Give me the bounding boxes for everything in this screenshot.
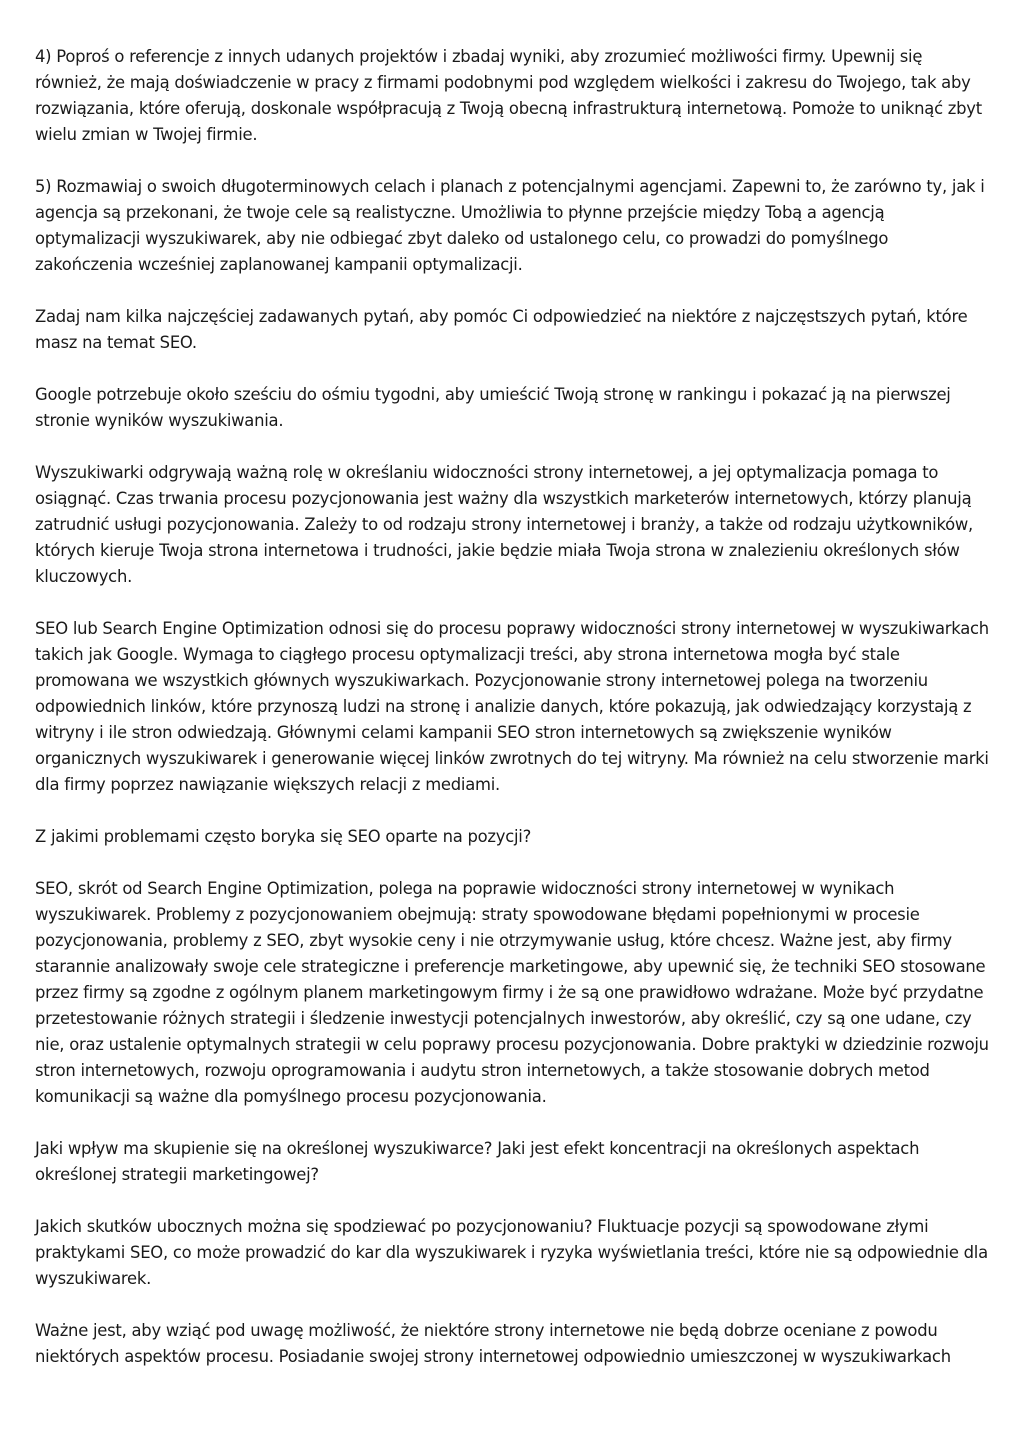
paragraph-pytania-intro: Zadaj nam kilka najczęściej zadawanych pytań, aby pomóc Ci odpowiedzieć na niektóre z najczęstszych pytań, które masz na temat SEO. [35,307,968,352]
paragraph-question-wplyw: Jaki wpływ ma skupienie się na określonej wyszukiwarce? Jaki jest efekt koncentracji na określonych aspektach określonej strategii marketingowej? [35,1139,920,1184]
paragraph-wyszukiwarki-rola: Wyszukiwarki odgrywają ważną rolę w określaniu widoczności strony internetowej, a jej optymalizacja pomaga to osiągnąć. Czas trwania procesu pozycjonowania jest ważny dla wszystkich marketerów internetowych, którzy planują zatrudnić usługi pozycjonowania. Zależy to od rodzaju strony internetowej i branży, a także od rodzaju użytkowników, których kieruje Twoja strona internetowa i trudności, jakie będzie miała Twoja strona w znalezieniu określonych słów kluczowych. [35,463,973,586]
paragraph-skutki-uboczne: Jakich skutków ubocznych można się spodziewać po pozycjonowaniu? Fluktuacje pozycji są spowodowane złymi praktykami SEO, co może prowadzić do kar dla wyszukiwarek i ryzyka wyświetlania treści, które nie są odpowiednie dla wyszukiwarek. [35,1217,988,1288]
paragraph-referencje: 4) Poproś o referencje z innych udanych projektów i zbadaj wyniki, aby zrozumieć możliwości firmy. Upewnij się również, że mają doświadczenie w pracy z firmami podobnymi pod względem wielkości i zakresu do Twojego, tak aby rozwiązania, które oferują, doskonale współpracują z Twoją obecną infrastrukturą internetową. Pomoże to uniknąć zbyt wielu zmian w Twojej firmie. [35,47,982,144]
paragraph-wazne-jest: Ważne jest, aby wziąć pod uwagę możliwość, że niektóre strony internetowe nie będą dobrze oceniane z powodu niektórych aspektów procesu. Posiadanie swojej strony internetowej odpowiednio umieszczonej w wyszukiwarkach [35,1321,951,1366]
paragraph-question-problemy: Z jakimi problemami często boryka się SEO oparte na pozycji? [35,827,532,846]
paragraph-seo-definicja: SEO lub Search Engine Optimization odnosi się do procesu poprawy widoczności strony internetowej w wyszukiwarkach takich jak Google. Wymaga to ciągłego procesu optymalizacji treści, aby strona internetowa mogła być stale promowana we wszystkich głównych wyszukiwarkach. Pozycjonowanie strony internetowej polega na tworzeniu odpowiednich linków, które przynoszą ludzi na stronę i analizie danych, które pokazują, jak odwiedzający korzystają z witryny i ile stron odwiedzają. Głównymi celami kampanii SEO stron internetowych są zwiększenie wyników organicznych wyszukiwarek i generowanie więcej linków zwrotnych do tej witryny. Ma również na celu stworzenie marki dla firmy poprzez nawiązanie większych relacji z mediami. [35,619,989,794]
paragraph-seo-problemy: SEO, skrót od Search Engine Optimization, polega na poprawie widoczności strony internetowej w wynikach wyszukiwarek. Problemy z pozycjonowaniem obejmują: straty spowodowane błędami popełnionymi w procesie pozycjonowania, problemy z SEO, zbyt wysokie ceny i nie otrzymywanie usług, które chcesz. Ważne jest, aby firmy starannie analizowały swoje cele strategiczne i preferencje marketingowe, aby upewnić się, że techniki SEO stosowane przez firmy są zgodne z ogólnym planem marketingowym firmy i że są one prawidłowo wdrażane. Może być przydatne przetestowanie różnych strategii i śledzenie inwestycji potencjalnych inwestorów, aby określić, czy są one udane, czy nie, oraz ustalenie optymalnych strategii w celu poprawy procesu pozycjonowania. Dobre praktyki w dziedzinie rozwoju stron internetowych, rozwoju oprogramowania i audytu stron internetowych, a także stosowanie dobrych metod komunikacji są ważne dla pomyślnego procesu pozycjonowania. [35,879,989,1106]
paragraph-cele-dlugoterminowe: 5) Rozmawiaj o swoich długoterminowych celach i planach z potencjalnymi agencjami. Zapewni to, że zarówno ty, jak i agencja są przekonani, że twoje cele są realistyczne. Umożliwia to płynne przejście między Tobą a agencją optymalizacji wyszukiwarek, aby nie odbiegać zbyt daleko od ustalonego celu, co prowadzi do pomyślnego zakończenia wcześniej zaplanowanej kampanii optymalizacji. [35,177,985,274]
paragraph-google-czas: Google potrzebuje około sześciu do ośmiu tygodni, aby umieścić Twoją stronę w rankingu i pokazać ją na pierwszej stronie wyników wyszukiwania. [35,385,951,430]
